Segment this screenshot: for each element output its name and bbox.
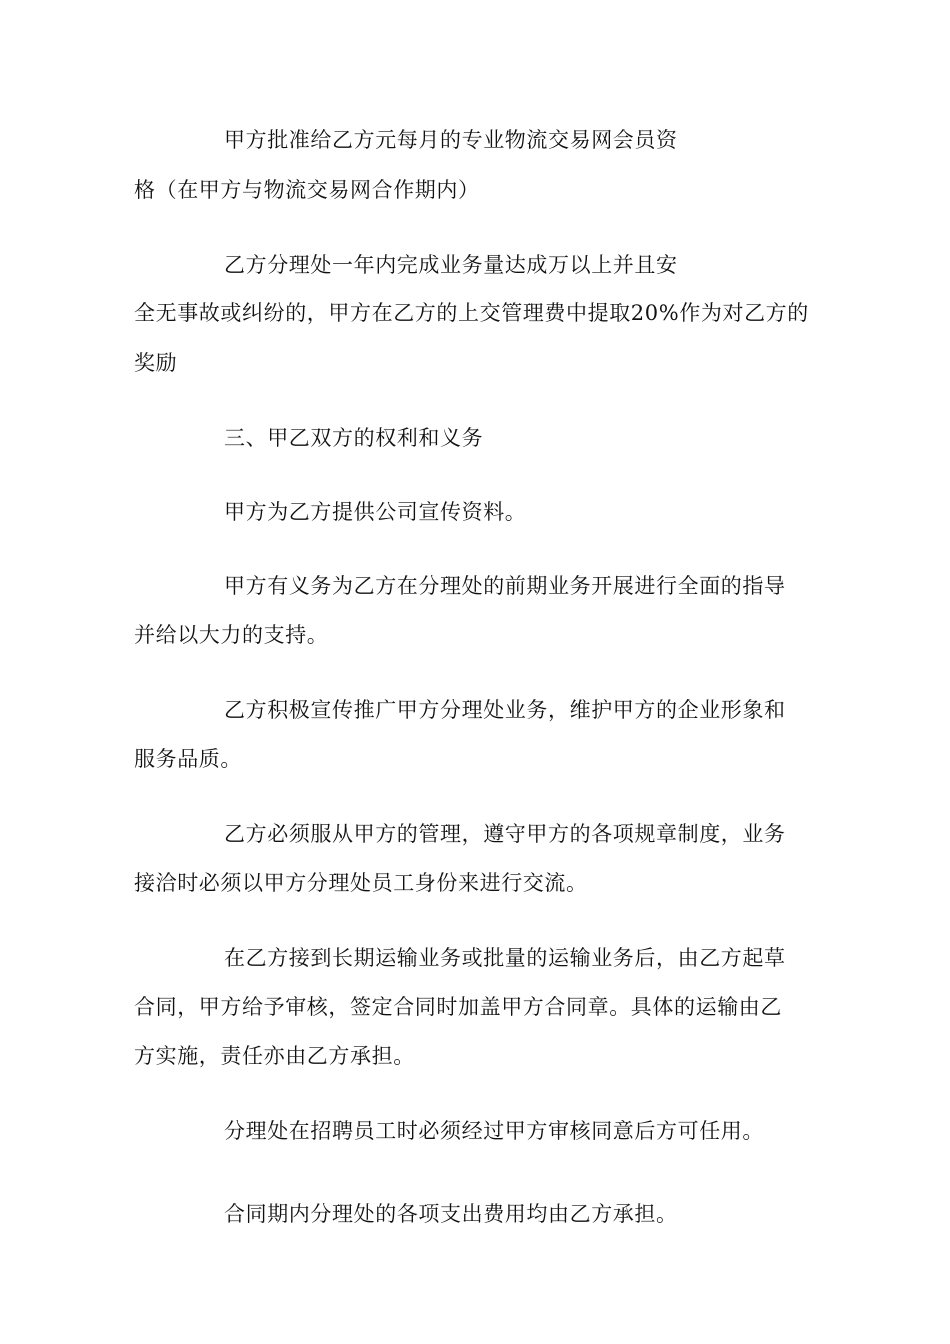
- paragraph-7-line-1: 乙方必须服从甲方的管理，遵守甲方的各项规章制度，业务: [224, 822, 786, 846]
- section-heading: 三、甲乙双方的权利和义务: [224, 426, 484, 450]
- paragraph-8-line-1: 在乙方接到长期运输业务或批量的运输业务后，由乙方起草: [224, 946, 786, 970]
- paragraph-8-line-2: 合同，甲方给予审核，签定合同时加盖甲方合同章。具体的运输由乙: [134, 995, 782, 1019]
- paragraph-5-line-2: 并给以大力的支持。: [134, 623, 329, 647]
- paragraph-6-line-2: 服务品质。: [134, 747, 242, 771]
- paragraph-4-line-1: 甲方为乙方提供公司宣传资料。: [224, 500, 527, 524]
- paragraph-8-line-3: 方实施，责任亦由乙方承担。: [134, 1044, 415, 1068]
- paragraph-10-line-1: 合同期内分理处的各项支出费用均由乙方承担。: [224, 1202, 678, 1226]
- paragraph-2-line-3: 奖励: [134, 351, 178, 375]
- paragraph-1-line-1: 甲方批准给乙方元每月的专业物流交易网会员资: [224, 128, 678, 152]
- paragraph-5-line-1: 甲方有义务为乙方在分理处的前期业务开展进行全面的指导: [224, 574, 786, 598]
- paragraph-1-line-2: 格（在甲方与物流交易网合作期内）: [134, 178, 480, 202]
- paragraph-7-line-2: 接洽时必须以甲方分理处员工身份来进行交流。: [134, 871, 588, 895]
- paragraph-6-line-1: 乙方积极宣传推广甲方分理处业务，维护甲方的企业形象和: [224, 698, 786, 722]
- paragraph-2-line-1: 乙方分理处一年内完成业务量达成万以上并且安: [224, 253, 678, 277]
- paragraph-2-line-2: 全无事故或纠纷的，甲方在乙方的上交管理费中提取20%作为对乙方的: [134, 301, 809, 325]
- paragraph-9-line-1: 分理处在招聘员工时必须经过甲方审核同意后方可任用。: [224, 1119, 764, 1143]
